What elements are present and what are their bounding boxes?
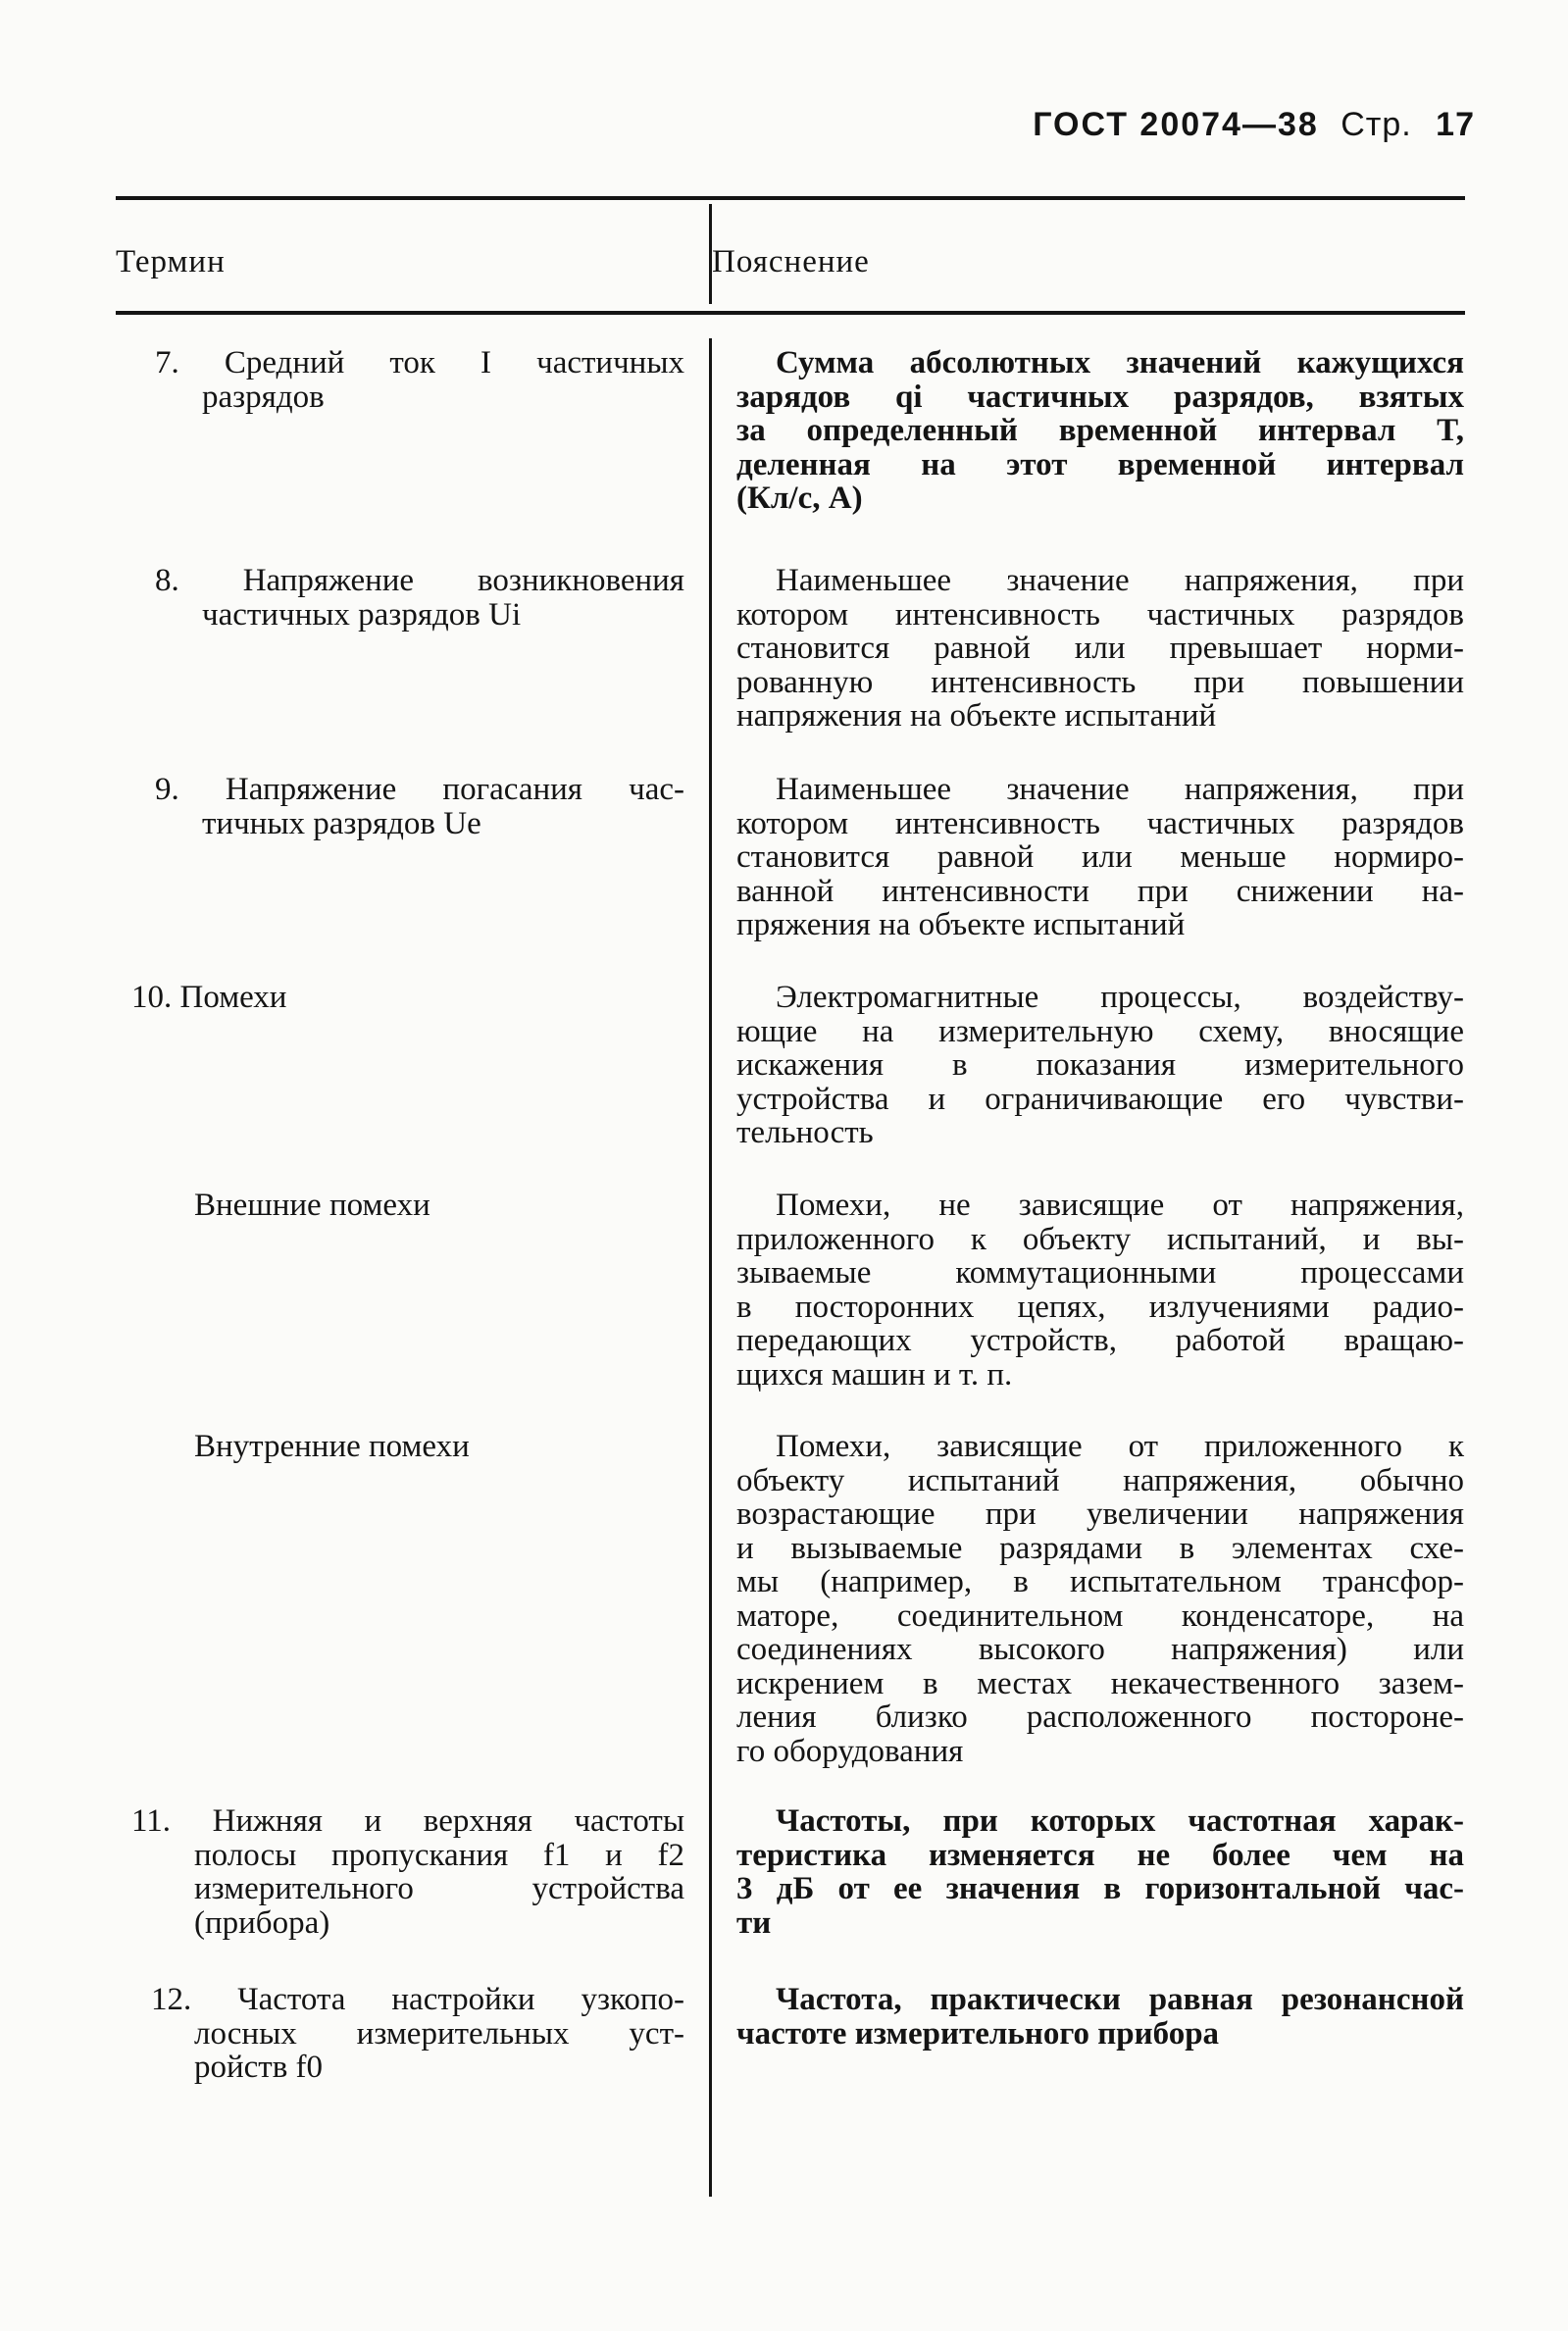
explanation-line: рованную интенсивность при повышении (736, 664, 1464, 700)
explanation-line: мы (например, в испытательном трансфор- (736, 1564, 1464, 1599)
explanation-line: ти (736, 1904, 772, 1941)
explanation-line: котором интенсивность частичных разрядов (736, 805, 1464, 841)
term-line: частичных разрядов Ui (202, 596, 522, 633)
table-top-rule (116, 196, 1465, 200)
explanation-cell (736, 564, 1464, 734)
explanation-line: и вызываемые разрядами в элементах схе- (736, 1530, 1464, 1566)
term-cell (194, 1189, 684, 1223)
term-line: измерительного устройства (194, 1871, 684, 1906)
explanation-line: становится равной или меньше нормиро- (736, 839, 1464, 875)
explanation-line: становится равной или превышает норми- (736, 631, 1464, 666)
explanation-line: напряжения на объекте испытаний (736, 698, 1217, 734)
explanation-line: искажения в показания измерительного (736, 1047, 1464, 1083)
explanation-line: передающих устройств, работой вращаю- (736, 1323, 1464, 1358)
explanation-line: теристика изменяется не более чем на (736, 1837, 1464, 1873)
explanation-cell (736, 1804, 1464, 1940)
explanation-line: щихся машин и т. п. (736, 1356, 1013, 1393)
explanation-line: приложенного к объекту испытаний, и вы- (736, 1221, 1464, 1257)
term-line: Внутренние помехи (194, 1429, 470, 1464)
explanation-line: ющие на измерительную схему, вносящие (736, 1013, 1464, 1049)
page-label: Стр. (1340, 106, 1412, 143)
explanation-line: искрением в местах некачественного зазем- (736, 1665, 1464, 1701)
term-line: лосных измерительных уст- (194, 2015, 684, 2052)
explanation-line: ления близко расположенного постороне- (736, 1699, 1464, 1735)
term-cell (155, 346, 684, 414)
page-header (1033, 106, 1475, 144)
term-cell (155, 773, 684, 840)
page-number: 17 (1436, 106, 1475, 143)
explanation-cell (736, 1983, 1464, 2051)
term-cell (155, 564, 684, 632)
explanation-line: Сумма абсолютных значений кажущихся (776, 345, 1464, 380)
explanation-line: деленная на этот временной интервал (736, 446, 1464, 482)
explanation-line: объекту испытаний напряжения, обычно (736, 1462, 1464, 1498)
term-line: Внешние помехи (194, 1188, 430, 1223)
explanation-cell (736, 773, 1464, 942)
explanation-line: го оборудования (736, 1733, 964, 1769)
explanation-line: возрастающие при увеличении напряжения (736, 1496, 1464, 1532)
term-line: (прибора) (194, 1904, 330, 1941)
explanation-line: Наименьшее значение напряжения, при (776, 772, 1464, 807)
explanation-line: Помехи, не зависящие от напряжения, (776, 1188, 1464, 1223)
column-header-term: Термин (116, 244, 226, 279)
explanation-line: котором интенсивность частичных разрядов (736, 596, 1464, 633)
term-line: 8. Напряжение возникновения (155, 563, 684, 598)
explanation-line: маторе, соединительном конденсаторе, на (736, 1597, 1464, 1634)
explanation-cell (736, 1430, 1464, 1768)
explanation-line: зываемые коммутационными процессами (736, 1255, 1464, 1291)
term-line: 11. Нижняя и верхняя частоты (131, 1803, 684, 1839)
standard-number: ГОСТ 20074—38 (1033, 106, 1319, 143)
explanation-line: 3 дБ от ее значения в горизонтальной час- (736, 1871, 1464, 1906)
term-cell (151, 1983, 684, 2085)
term-cell (131, 981, 684, 1015)
explanation-cell (736, 981, 1464, 1150)
explanation-line: ванной интенсивности при снижении на- (736, 873, 1464, 909)
explanation-line: пряжения на объекте испытаний (736, 907, 1186, 942)
term-line: полосы пропускания f1 и f2 (194, 1837, 684, 1873)
term-line: 9. Напряжение погасания час- (155, 772, 684, 807)
explanation-line: (Кл/с, А) (736, 481, 863, 516)
explanation-line: Частота, практически равная резонансной (776, 1982, 1464, 2017)
explanation-line: Частоты, при которых частотная харак- (776, 1803, 1464, 1839)
explanation-line: в посторонних цепях, излучениями радио- (736, 1289, 1464, 1325)
table-header-rule (116, 311, 1465, 315)
explanation-line: соединениях высокого напряжения) или (736, 1632, 1464, 1667)
term-line: 12. Частота настройки узкопо- (151, 1982, 684, 2017)
term-line: тичных разрядов Ue (202, 805, 481, 841)
term-cell (194, 1430, 684, 1464)
column-header-explanation: Пояснение (712, 244, 870, 279)
explanation-line: зарядов qi частичных разрядов, взятых (736, 379, 1464, 415)
explanation-line: устройства и ограничивающие его чувстви- (736, 1081, 1464, 1117)
explanation-line: Наименьшее значение напряжения, при (776, 563, 1464, 598)
explanation-cell (736, 346, 1464, 516)
explanation-line: за определенный временной интервал T, (736, 413, 1464, 448)
explanation-cell (736, 1189, 1464, 1392)
table-column-divider (709, 338, 712, 2197)
term-line: разрядов (202, 379, 325, 415)
explanation-line: Помехи, зависящие от приложенного к (776, 1429, 1464, 1464)
explanation-line: тельность (736, 1115, 874, 1150)
term-line: 7. Средний ток I частичных (155, 345, 684, 380)
term-cell (131, 1804, 684, 1940)
explanation-line: Электромагнитные процессы, воздейству- (776, 980, 1464, 1015)
term-line: 10. Помехи (131, 980, 287, 1015)
term-line: ройств f0 (194, 2050, 324, 2085)
explanation-line: частоте измерительного прибора (736, 2015, 1220, 2052)
